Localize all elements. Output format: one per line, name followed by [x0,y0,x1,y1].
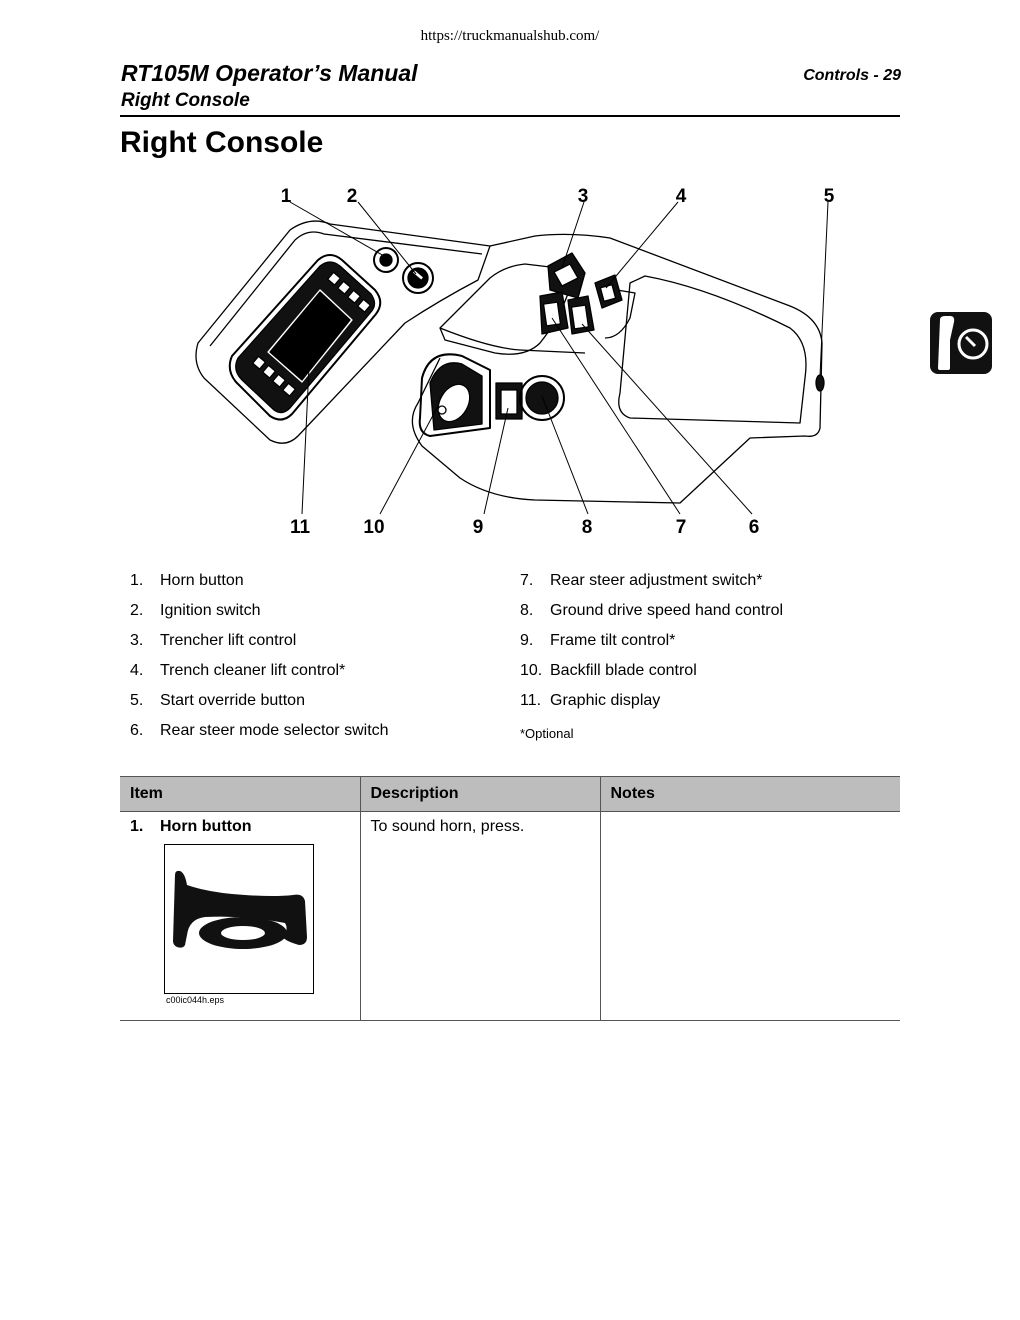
callout-7: 7 [675,517,687,538]
legend-item: 2. Ignition switch [130,602,261,619]
column-header-notes: Notes [600,777,900,812]
callout-3: 3 [577,186,589,207]
legend-item: 4. Trench cleaner lift control* [130,662,346,679]
legend-right [520,572,783,741]
manual-title: RT105M Operator’s Manual [121,60,418,86]
column-header-description: Description [360,777,600,812]
page-title: Right Console [120,126,324,159]
notes-cell [600,812,900,1021]
header-divider [120,115,900,117]
legend-left [130,572,389,752]
page-reference: Controls - 29 [803,67,901,84]
legend-item: 5. Start override button [130,692,305,709]
callout-10: 10 [363,517,385,538]
legend-item: 6. Rear steer mode selector switch [130,722,389,739]
callout-8: 8 [581,517,593,538]
legend-item: 1. Horn button [130,572,244,589]
item-cell [120,812,360,1021]
section-name: Right Console [121,90,250,111]
horn-symbol-figure [164,844,314,994]
table-header-row [120,777,900,812]
callout-1: 1 [280,186,292,207]
legend-item: 8. Ground drive speed hand control [520,602,784,619]
horn-icon [165,845,313,993]
callout-5: 5 [823,186,835,207]
callout-2: 2 [346,186,358,207]
optional-note: *Optional [520,726,574,741]
legend-item: 3. Trencher lift control [130,632,297,649]
controls-table [120,776,900,1021]
controls-lever-gauge-icon [930,312,992,374]
start-override-button-shape [816,375,824,391]
legend-item: 11. Graphic display [520,692,661,709]
item-label: 1. Horn button [130,818,252,835]
callout-11: 11 [289,517,311,538]
figure-id: c00ic044h.eps [166,995,225,1005]
column-header-item: Item [120,777,360,812]
right-console-diagram [190,178,850,548]
callout-4: 4 [675,186,687,207]
description-cell: To sound horn, press. [360,812,600,1021]
callout-6: 6 [748,517,760,538]
table-row [120,812,900,1021]
legend-item: 9. Frame tilt control* [520,632,676,649]
source-url[interactable]: https://truckmanualshub.com/ [420,28,600,44]
callout-9: 9 [472,517,484,538]
legend-item: 10. Backfill blade control [520,662,697,679]
legend-item: 7. Rear steer adjustment switch* [520,572,763,589]
